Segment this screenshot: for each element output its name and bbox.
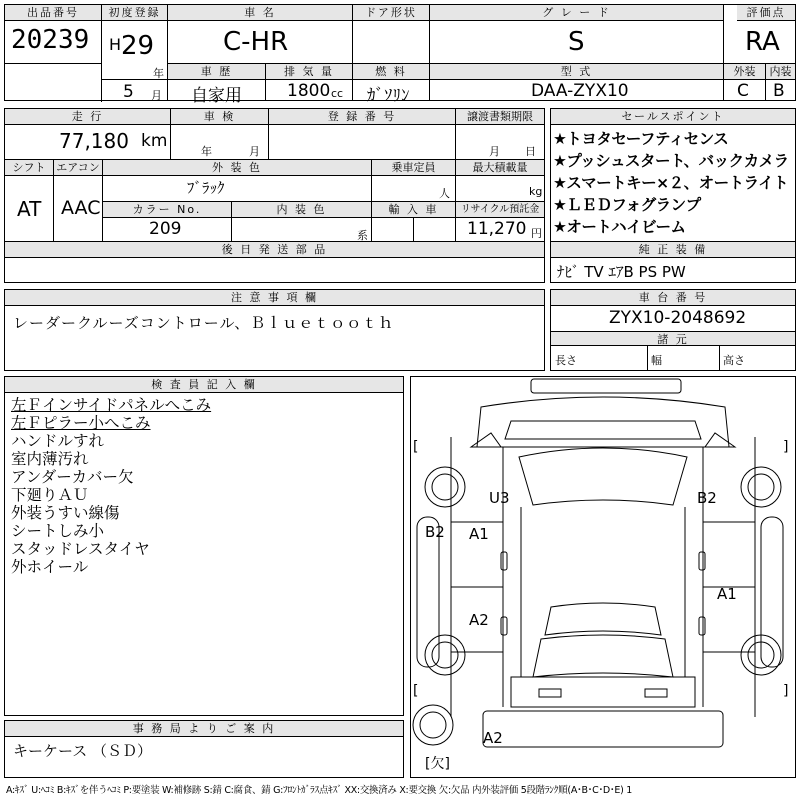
body-sides	[451, 437, 755, 717]
right-mirror	[705, 433, 735, 447]
transfer-label: 譲渡書類期限	[456, 109, 544, 125]
era-year: 29	[121, 31, 155, 61]
plate-label: 登 録 番 号	[269, 109, 455, 125]
damage-mark: U3	[489, 489, 510, 507]
length-label: 長さ	[555, 354, 577, 367]
inspector-notes	[11, 396, 211, 576]
year-unit: 年	[153, 67, 164, 80]
door-handle	[501, 617, 507, 635]
sales-point-item: ★プッシュスタート、バックカメラ	[553, 152, 789, 170]
payload-label: 最大積載量	[456, 160, 544, 175]
chassis-label: 車 台 番 号	[551, 290, 795, 306]
inspector-line: 左Ｆインサイドパネルへこみ	[11, 396, 212, 414]
equipment-box	[550, 241, 796, 283]
chassis-box	[550, 289, 796, 371]
damage-mark: A1	[717, 585, 737, 603]
displacement-label: 排 気 量	[266, 64, 352, 79]
door-label: ドア形状	[353, 5, 429, 21]
notes-value: レーダークルーズコントロール、Ｂｌｕｅｔｏｏｔｈ	[13, 314, 395, 332]
wheel-rear-left	[425, 635, 465, 675]
inspector-line: シートしみ小	[11, 522, 105, 540]
import-label: 輸 入 車	[372, 202, 455, 217]
mileage-unit: km	[141, 131, 168, 151]
car-diagram-svg	[411, 377, 795, 777]
width-label: 幅	[651, 354, 662, 367]
height-label: 高さ	[723, 354, 745, 367]
inner-lines	[521, 507, 685, 677]
damage-mark: A2	[469, 611, 489, 629]
type-label: 型 式	[430, 64, 723, 79]
fuel-label: 燃 料	[353, 64, 429, 79]
reg-month: 5	[123, 82, 134, 102]
history-label: 車 歴	[168, 64, 265, 79]
equipment-value: ﾅﾋﾞ TV ｴｱB PS PW	[557, 263, 686, 281]
lot-number: 20239	[11, 25, 90, 55]
inspector-line: 左Ｆピラー小へこみ	[11, 414, 151, 432]
equipment-label: 純 正 装 備	[551, 242, 795, 258]
bracket-right: ]	[783, 683, 789, 699]
payload-unit: kg	[529, 185, 543, 198]
recycle-value: 11,270	[467, 219, 527, 239]
shift-value: AT	[17, 197, 42, 221]
damage-mark: B2	[697, 489, 717, 507]
door-handle	[699, 552, 705, 570]
front-grille	[505, 421, 701, 439]
inspector-label: 検 査 員 記 入 欄	[5, 377, 403, 393]
inspector-line: 外装うすい線傷	[11, 504, 120, 522]
sales-point-item: ★ＬＥＤフォグランプ	[553, 196, 701, 214]
model-name: C-HR	[223, 27, 289, 57]
vehicle-info-box	[4, 4, 796, 106]
inspection-label: 車 検	[171, 109, 268, 125]
tail-light	[539, 689, 561, 697]
grade-value: S	[568, 27, 585, 57]
sales-points-box	[550, 108, 796, 242]
rear-window	[545, 603, 661, 635]
sales-points-list	[553, 128, 789, 238]
bracket-left: [	[413, 683, 419, 699]
left-mirror	[471, 433, 501, 447]
sales-point-item: ★スマートキー×２、オートライト	[553, 174, 789, 192]
shift-label: シフト	[5, 160, 53, 175]
inspector-line: 室内薄汚れ	[11, 450, 89, 468]
notes-box	[4, 289, 545, 371]
mileage-label: 走 行	[5, 109, 170, 125]
exterior-label: 外装	[724, 64, 765, 79]
windshield	[519, 448, 687, 505]
month-unit: 月	[151, 89, 162, 102]
fuel-value: ｶﾞｿﾘﾝ	[367, 86, 410, 106]
transfer-month-unit: 月	[489, 145, 500, 158]
grade-label: グ レ ー ド	[430, 5, 723, 21]
ext-color-value: ﾌﾞﾗｯｸ	[187, 179, 225, 197]
sales-point-item: ★オートハイビーム	[553, 218, 686, 236]
ac-label: エアコン	[54, 160, 102, 175]
damage-mark: B2	[425, 523, 445, 541]
wheel-front-right	[741, 467, 781, 507]
int-color-label: 内 装 色	[232, 202, 371, 217]
office-box	[4, 720, 404, 778]
inspector-line: アンダーカバー欠	[11, 468, 134, 486]
type-code: DAA-ZYX10	[531, 81, 629, 101]
spare-wheel	[413, 705, 453, 745]
ext-color-label: 外 装 色	[103, 160, 371, 175]
color-no-value: 209	[149, 219, 182, 239]
recycle-label: リサイクル預託金	[456, 202, 544, 217]
capacity-label: 乗車定員	[372, 160, 455, 175]
inspector-line: 下廻りＡＵ	[11, 486, 89, 504]
first-registration-label: 初度登録	[102, 5, 167, 21]
inspection-year-unit: 年	[201, 145, 212, 158]
inspection-month-unit: 月	[249, 145, 260, 158]
legend-text: A:ｷｽﾞ U:ﾍｺﾐ B:ｷｽﾞを伴うﾍｺﾐ P:要塗装 W:補修跡 S:錆 C:腐食、錆 G:ﾌﾛﾝﾄｶﾞﾗｽ点ｷｽﾞ XX:交換済み X:要交換 欠:欠品 内外装評価 5段階ﾗﾝｸ順(A･B･C･D･E) 1	[6, 785, 632, 796]
int-color-unit: 系	[357, 229, 368, 242]
damage-diagram	[410, 376, 796, 778]
bracket-left: [	[413, 439, 419, 455]
interior-label: 内装	[766, 64, 795, 79]
transfer-day-unit: 日	[525, 145, 536, 158]
tail-light	[645, 689, 667, 697]
office-label: 事 務 局 よ り ご 案 内	[5, 721, 403, 737]
wheel-front-left	[425, 467, 465, 507]
displacement-unit: cc	[331, 87, 344, 100]
inspector-line: 外ホイール	[11, 558, 89, 576]
score-value: RA	[745, 27, 780, 57]
era: H	[109, 35, 122, 54]
vehicle-history: 自家用	[191, 86, 242, 106]
missing-mark: [欠]	[425, 756, 450, 772]
mileage-value: 77,180	[59, 129, 129, 153]
inspector-box	[4, 376, 404, 716]
notes-label: 注 意 事 項 欄	[5, 290, 544, 306]
model-label: 車 名	[168, 5, 352, 21]
interior-grade: B	[773, 81, 785, 101]
sales-points-label: セールスポイント	[551, 109, 795, 125]
damage-mark: A2	[483, 729, 503, 747]
exterior-grade: C	[737, 81, 749, 101]
recycle-unit: 円	[531, 227, 542, 240]
damage-mark: A1	[469, 525, 489, 543]
vehicle-detail-box	[4, 108, 545, 242]
capacity-unit: 人	[439, 187, 450, 200]
inspector-line: スタッドレスタイヤ	[11, 540, 150, 558]
door-handle	[501, 552, 507, 570]
bracket-right: ]	[783, 439, 789, 455]
right-side-panel	[761, 517, 783, 667]
roof-rails	[503, 447, 703, 707]
later-parts-box	[4, 241, 545, 283]
later-parts-label: 後 日 発 送 部 品	[5, 242, 544, 258]
office-value: キーケース （ＳＤ）	[13, 742, 153, 760]
dims-label: 諸 元	[551, 331, 795, 346]
trunk-lid	[533, 635, 673, 677]
sales-point-item: ★トヨタセーフティセンス	[553, 130, 729, 148]
lot-number-label: 出品番号	[5, 5, 101, 21]
displacement-value: 1800	[287, 81, 331, 101]
score-label: 評価点	[737, 5, 795, 21]
chassis-number: ZYX10-2048692	[609, 308, 747, 328]
door-handle	[699, 617, 705, 635]
inspector-line: ハンドルすれ	[11, 432, 105, 450]
ac-value: AAC	[61, 197, 101, 219]
rear-bumper	[483, 711, 723, 747]
color-no-label: カラー No.	[103, 202, 231, 217]
front-bumper	[531, 379, 681, 393]
